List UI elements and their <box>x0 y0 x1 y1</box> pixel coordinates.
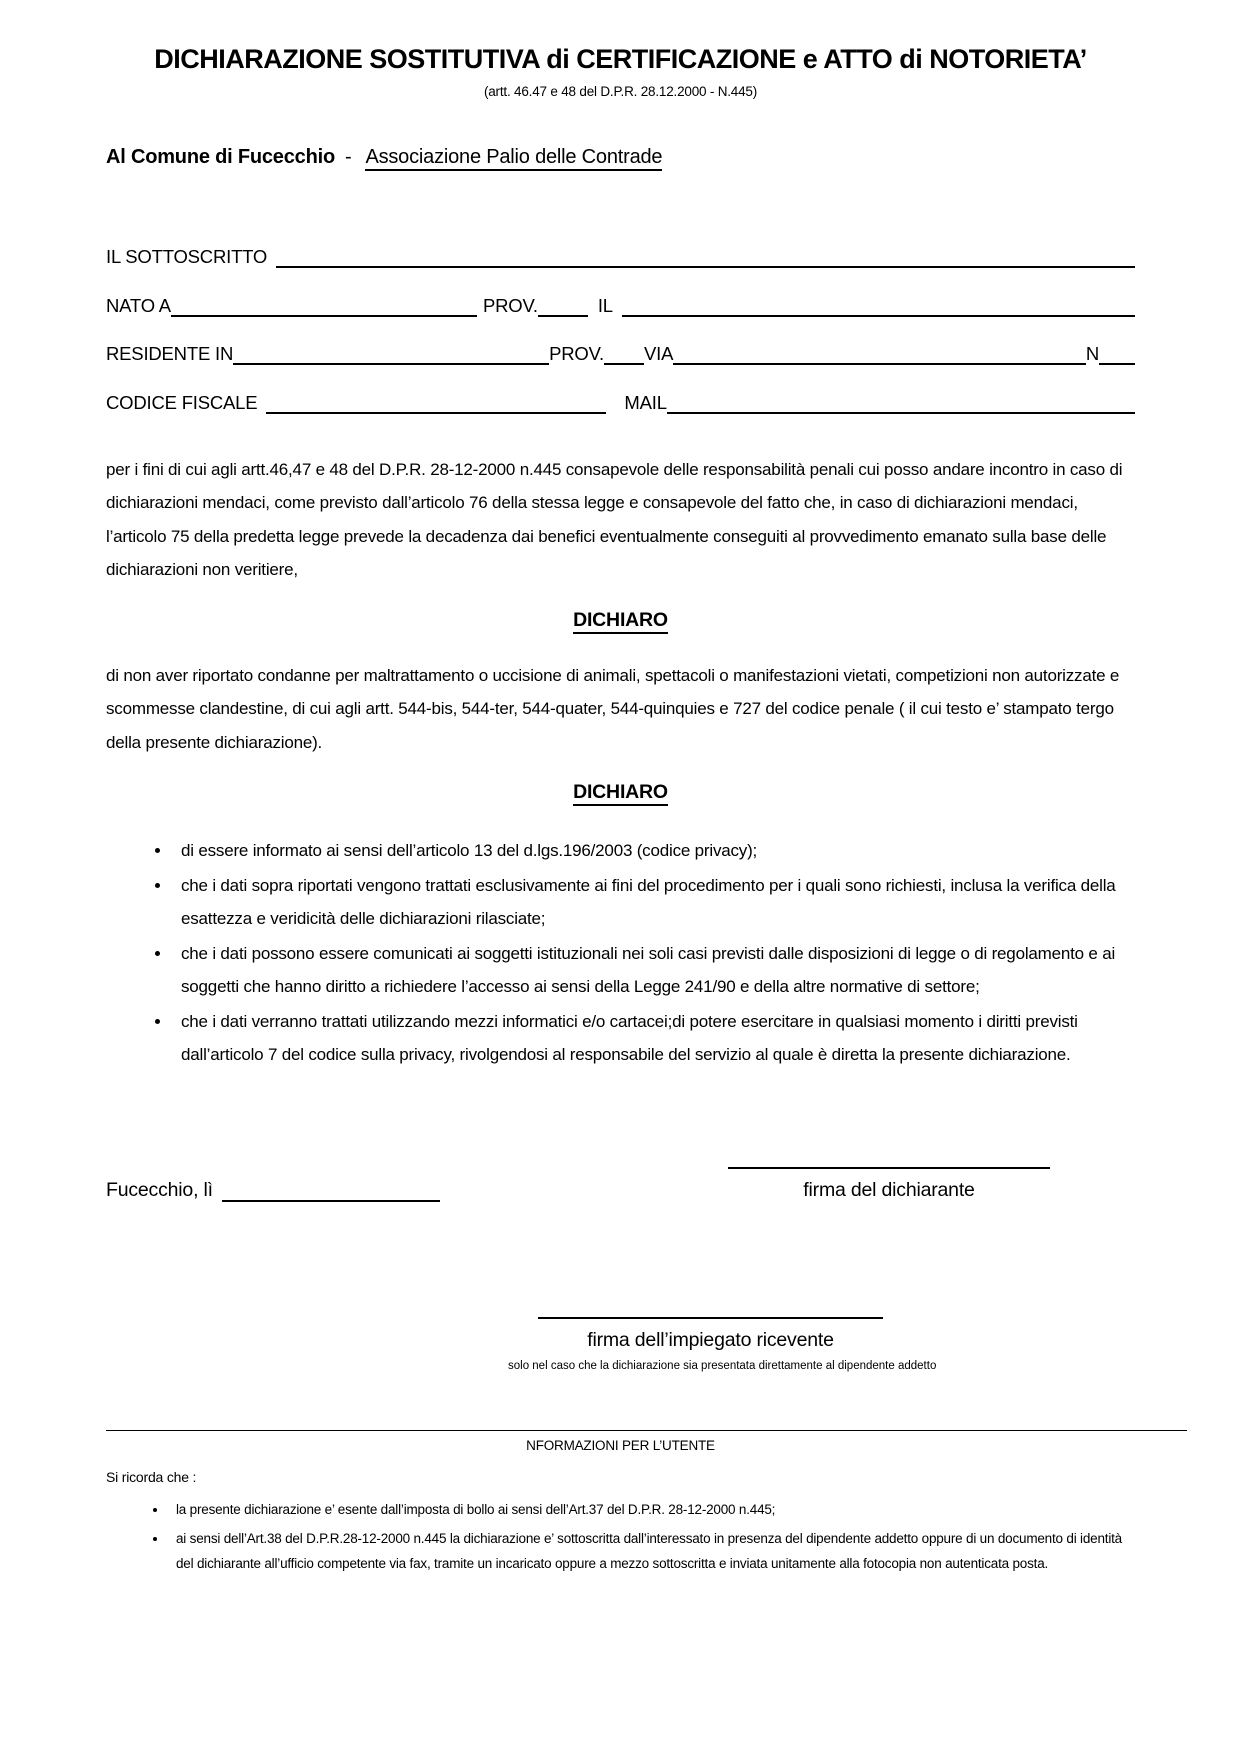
declare-heading-1: DICHIARO <box>106 609 1135 632</box>
field-row-subscriber <box>106 245 1135 268</box>
page-subtitle: (artt. 46.47 e 48 del D.P.R. 28.12.2000 - N.445) <box>483 84 758 99</box>
footer-separator-line <box>106 1430 1187 1431</box>
date-blank <box>222 1177 440 1202</box>
place-date-label: Fucecchio, lì <box>106 1178 213 1201</box>
residence-prov-label: PROV. <box>549 343 604 364</box>
mail-label: MAIL <box>624 391 667 413</box>
codice-fiscale-blank <box>266 391 606 414</box>
subscriber-name-blank <box>276 245 1135 268</box>
page-title: DICHIARAZIONE SOSTITUTIVA di CERTIFICAZIONE e ATTO di NOTORIETA’ <box>154 44 1087 74</box>
birth-date-label: IL <box>597 294 613 316</box>
residence-city-blank <box>233 342 549 365</box>
codice-fiscale-label: CODICE FISCALE <box>106 391 258 413</box>
privacy-bullet-2: • che i dati sopra riportati vengono trattati esclusivamente ai fini del procedimento per i quali sono richiesti, inclusa la verifica della esattezza e veridicità delle dichiarazioni rilasciate; <box>172 869 1135 936</box>
info-bullet-2: • ai sensi dell’Art.38 del D.P.R.28-12-2000 n.445 la dichiarazione e’ sottoscritta dall’interessato in presenza del dipendente addetto oppure di un documento di identità del dichiarante all’ufficio competente via fax, tramite un incaricato oppure a mezzo sottoscritta e inviata unitamente alla fotocopia non autenticata posta. <box>168 1526 1135 1576</box>
declaration-paragraph: di non aver riportato condanne per maltrattamento o uccisione di animali, spettacoli o manifestazioni vietati, competizioni non autorizzate e scommesse clandestine, di cui agli artt. 544-bis, 544-ter, 544-quater, 544-quinquies e 727 del codice penale ( il cui testo e’ stampato tergo della presente dichiarazione). <box>106 665 1120 752</box>
street-blank <box>673 342 1086 365</box>
resident-label: RESIDENTE IN <box>106 343 234 364</box>
addressee-organization: Associazione Palio delle Contrade <box>365 146 662 171</box>
declarant-signature-block <box>728 1144 1050 1202</box>
info-bullet-1: • la presente dichiarazione e’ esente dall’imposta di bollo ai sensi dell’Art.37 del D.P.R. 28-12-2000 n.445; <box>168 1497 1135 1522</box>
place-date-field <box>106 1177 440 1202</box>
street-label: VIA <box>644 343 674 364</box>
premise-paragraph: per i fini di cui agli artt.46,47 e 48 del D.P.R. 28-12-2000 n.445 consapevole delle responsabilità penali cui posso andare incontro in caso di dichiarazioni mendaci, come previsto dall’articolo 76 della stessa legge e consapevole del fatto che, in caso di dichiarazioni mendaci, l’articolo 75 della predetta legge prevede la decadenza dai benefici eventualmente conseguiti al provvedimento emanato sulla base delle dichiarazioni non veritiere, <box>106 459 1123 579</box>
birth-date-blank <box>622 294 1135 317</box>
place-date-signature-row <box>106 1144 1135 1202</box>
street-number-blank <box>1099 342 1135 365</box>
clerk-signature-note: solo nel caso che la dichiarazione sia presentata direttamente al dipendente addetto <box>508 1359 937 1372</box>
birth-place-blank <box>171 294 477 317</box>
declarant-signature-blank <box>728 1144 1050 1169</box>
clerk-signature-block <box>508 1294 937 1372</box>
form-fields-section <box>106 245 1135 414</box>
born-at-label: NATO A <box>106 294 171 316</box>
privacy-bullet-1: • di essere informato ai sensi dell’articolo 13 del d.lgs.196/2003 (codice privacy); <box>172 834 1135 868</box>
birth-prov-label: PROV. <box>482 294 538 316</box>
addressee-line <box>106 146 1135 169</box>
residence-prov-blank <box>604 342 644 365</box>
declarant-signature-caption: firma del dichiarante <box>803 1178 975 1201</box>
birth-prov-blank <box>538 294 588 317</box>
privacy-bullet-4: • che i dati verranno trattati utilizzando mezzi informatici e/o cartacei;di potere esercitare in qualsiasi momento i diritti previsti dall’articolo 7 del codice sulla privacy, rivolgendosi al responsabile del servizio al quale è diretta la presente dichiarazione. <box>172 1005 1135 1072</box>
clerk-signature-blank <box>538 1294 883 1319</box>
mail-blank <box>667 391 1135 414</box>
addressee-separator: - <box>344 146 352 168</box>
info-bullet-list <box>106 1497 1135 1576</box>
declare-heading-2: DICHIARO <box>106 781 1135 804</box>
privacy-bullet-3: • che i dati possono essere comunicati ai soggetti istituzionali nei soli casi previsti dalle disposizioni di legge o di regolamento e ai soggetti che hanno diritto a richiedere l’accesso ai sensi della Legge 241/90 e della altre normative di settore; <box>172 937 1135 1004</box>
info-intro: Si ricorda che : <box>106 1468 197 1485</box>
privacy-bullet-list <box>106 834 1135 1072</box>
info-section-heading: NFORMAZIONI PER L’UTENTE <box>526 1437 715 1453</box>
street-number-label: N <box>1085 343 1099 364</box>
field-row-birth <box>106 294 1135 317</box>
field-row-codes <box>106 391 1135 414</box>
addressee-to: Al Comune di Fucecchio <box>106 146 335 168</box>
field-row-residence <box>106 342 1135 365</box>
clerk-signature-caption: firma dell’impiegato ricevente <box>587 1328 834 1351</box>
subscriber-label: IL SOTTOSCRITTO <box>106 246 268 267</box>
